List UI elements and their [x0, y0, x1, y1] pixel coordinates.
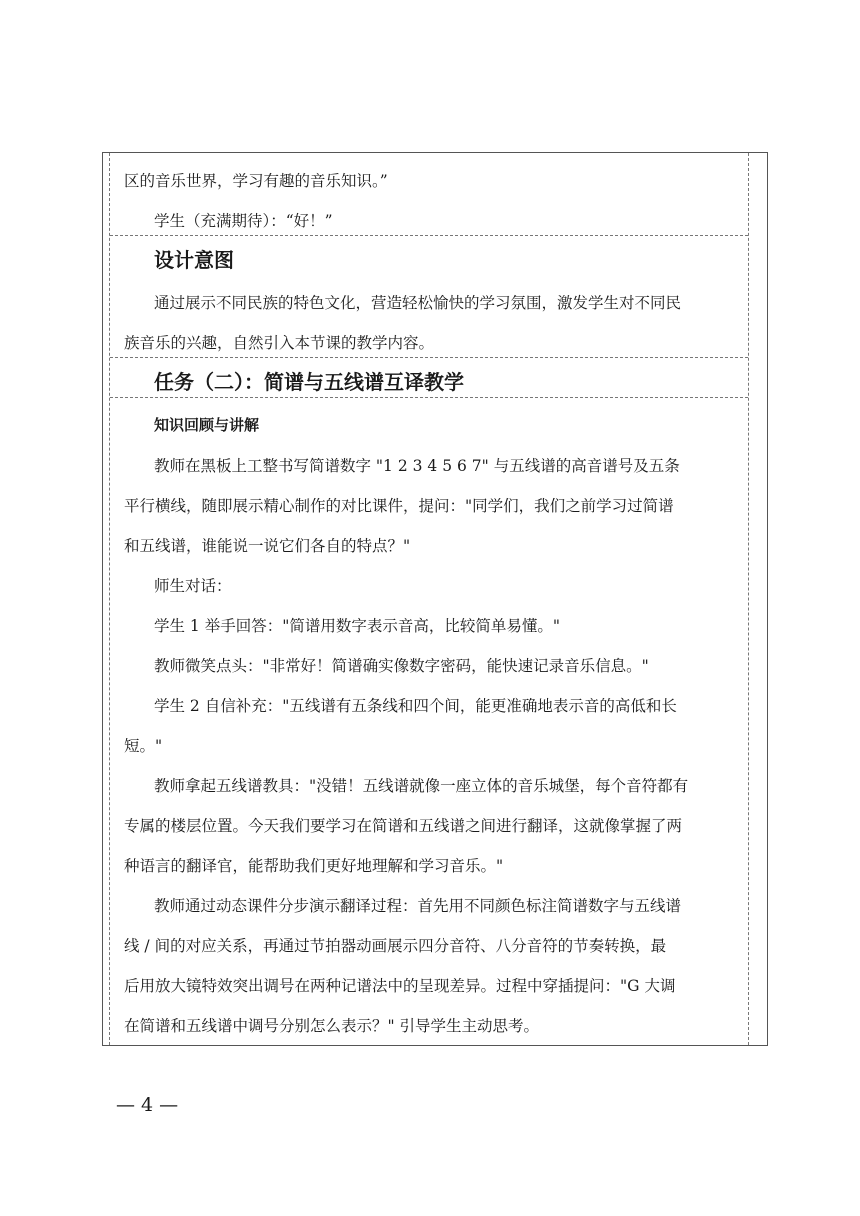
- task-heading: 任务（二）：简谱与五线谱互译教学: [154, 370, 464, 394]
- task-line: 教师微笑点头："非常好！简谱确实像数字密码，能快速记录音乐信息。": [154, 657, 649, 675]
- intro-line-1: 区的音乐世界，学习有趣的音乐知识。”: [124, 172, 388, 190]
- task-line: 和五线谱，谁能说一说它们各自的特点？": [124, 537, 411, 555]
- task-line: 教师拿起五线谱教具："没错！五线谱就像一座立体的音乐城堡，每个音符都有: [154, 777, 689, 795]
- task-line: 学生 1 举手回答："简谱用数字表示音高，比较简单易懂。": [154, 617, 560, 635]
- page-number: — 4 —: [116, 1094, 179, 1116]
- task-line: 学生 2 自信补充："五线谱有五条线和四个间，能更准确地表示音的高低和长: [154, 697, 677, 715]
- intro-line-2: 学生（充满期待）：“好！”: [154, 212, 333, 230]
- task-line: 教师在黑板上工整书写简谱数字 "1 2 3 4 5 6 7" 与五线谱的高音谱号及五条: [154, 457, 680, 475]
- task-line: 师生对话：: [154, 577, 232, 595]
- task-line: 后用放大镜特效突出调号在两种记谱法中的呈现差异。过程中穿插提问："G 大调: [124, 977, 676, 995]
- task-line: 短。": [124, 737, 163, 755]
- task-line: 在简谱和五线谱中调号分别怎么表示？" 引导学生主动思考。: [124, 1017, 540, 1035]
- design-heading: 设计意图: [154, 248, 234, 272]
- table-cell: [109, 153, 749, 1045]
- task-line: 线 / 间的对应关系，再通过节拍器动画展示四分音符、八分音符的节奏转换，最: [124, 937, 667, 955]
- table-frame: [102, 152, 768, 1046]
- task-subheading: 知识回顾与讲解: [154, 416, 260, 434]
- section-divider: [110, 397, 748, 398]
- task-line: 种语言的翻译官，能帮助我们更好地理解和学习音乐。": [124, 857, 504, 875]
- task-line: 专属的楼层位置。今天我们要学习在简谱和五线谱之间进行翻译，这就像掌握了两: [124, 817, 683, 835]
- task-line: 平行横线，随即展示精心制作的对比课件，提问："同学们，我们之前学习过简谱: [124, 497, 674, 515]
- section-divider: [110, 357, 748, 358]
- design-line-2: 族音乐的兴趣，自然引入本节课的教学内容。: [124, 334, 435, 352]
- design-line-1: 通过展示不同民族的特色文化，营造轻松愉快的学习氛围，激发学生对不同民: [154, 294, 682, 312]
- section-divider: [110, 235, 748, 236]
- task-line: 教师通过动态课件分步演示翻译过程：首先用不同颜色标注简谱数字与五线谱: [154, 897, 682, 915]
